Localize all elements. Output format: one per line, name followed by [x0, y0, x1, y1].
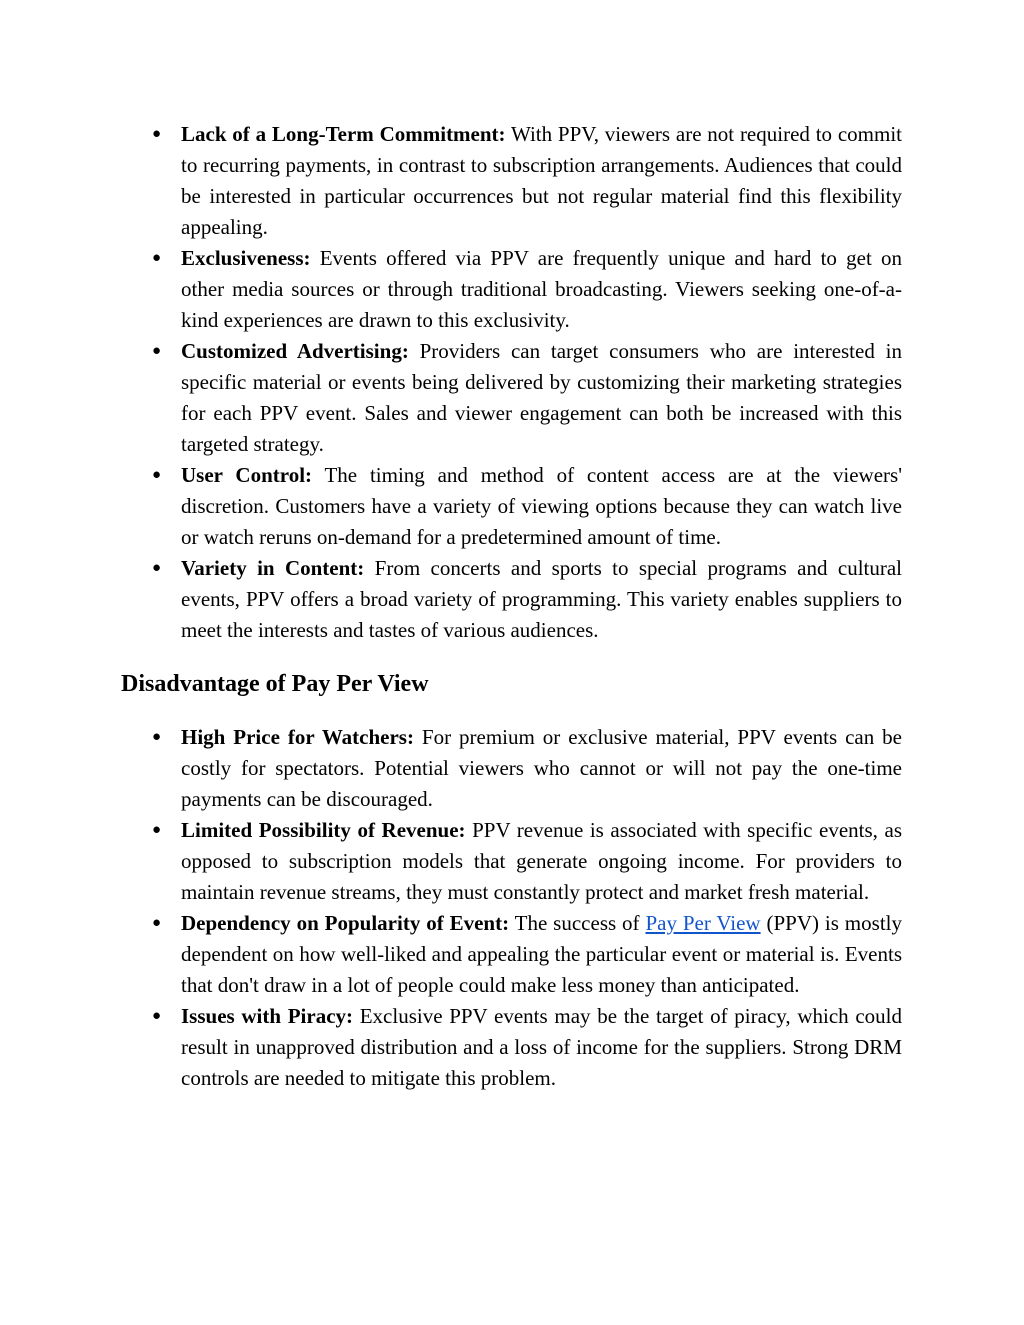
item-term: Issues with Piracy:: [181, 1004, 354, 1028]
bullet-icon: ●: [152, 822, 162, 838]
item-term: Limited Possibility of Revenue:: [181, 818, 466, 842]
item-text: For premium or exclusive material, PPV events can be costly for spectators. Potential viewers who cannot or will not pay the one-time payments can be discouraged.: [181, 725, 902, 811]
bullet-icon: ●: [152, 467, 162, 483]
bullet-icon: ●: [152, 1008, 162, 1024]
list-item: [152, 336, 902, 460]
bullet-icon: ●: [152, 343, 162, 359]
section-heading: Disadvantage of Pay Per View: [121, 671, 429, 697]
item-text-after-link: (PPV) is mostly dependent on how well-liked and appealing the particular event or material is. Events that don't draw in a lot of people could make less money than anticipated.: [181, 911, 902, 997]
item-text: Events offered via PPV are frequently unique and hard to get on other media sources or through traditional broadcasting. Viewers seeking one-of-a-kind experiences are drawn to this exclusivity.: [181, 246, 902, 332]
bullet-icon: ●: [152, 126, 162, 142]
item-text: Providers can target consumers who are interested in specific material or events being delivered by customizing their marketing strategies for each PPV event. Sales and viewer engagement can both be increased with this targeted strategy.: [181, 339, 902, 456]
list-item: [152, 722, 902, 815]
bullet-icon: ●: [152, 560, 162, 576]
bullet-icon: ●: [152, 729, 162, 745]
list-item: [152, 815, 902, 908]
item-term: Lack of a Long-Term Commitment:: [181, 122, 506, 146]
list-item: [152, 908, 902, 1001]
item-term: User Control:: [181, 463, 313, 487]
advantages-list: [152, 119, 903, 646]
bullet-icon: ●: [152, 250, 162, 266]
list-item: [152, 553, 903, 646]
item-text: With PPV, viewers are not required to commit to recurring payments, in contrast to subscription arrangements. Audiences that could be interested in particular occurrences but not regular material find this flexibility appealing.: [181, 122, 902, 239]
item-term: Variety in Content:: [181, 556, 365, 580]
item-text: From concerts and sports to special programs and cultural events, PPV offers a broad variety of programming. This variety enables suppliers to meet the interests and tastes of various audiences.: [181, 556, 903, 642]
list-item: [152, 119, 902, 243]
item-text: Exclusive PPV events may be the target of piracy, which could result in unapproved distribution and a loss of income for the suppliers. Strong DRM controls are needed to mitigate this problem.: [181, 1004, 902, 1090]
pay-per-view-link[interactable]: Pay Per View: [645, 911, 761, 935]
list-item: [152, 460, 902, 553]
list-item: [152, 243, 902, 336]
item-text: The timing and method of content access are at the viewers' discretion. Customers have a variety of viewing options because they can watch live or watch reruns on-demand for a predetermined amount of time.: [181, 463, 902, 549]
item-term: Customized Advertising:: [181, 339, 409, 363]
item-text: PPV revenue is associated with specific events, as opposed to subscription models that generate ongoing income. For providers to maintain revenue streams, they must constantly protect and market fresh material.: [181, 818, 902, 904]
item-term: Dependency on Popularity of Event:: [181, 911, 510, 935]
item-term: Exclusiveness:: [181, 246, 311, 270]
item-term: High Price for Watchers:: [181, 725, 414, 749]
list-item: [152, 1001, 902, 1094]
item-text-before-link: The success of: [509, 911, 646, 935]
bullet-icon: ●: [152, 915, 162, 931]
disadvantages-list: [152, 722, 902, 1094]
